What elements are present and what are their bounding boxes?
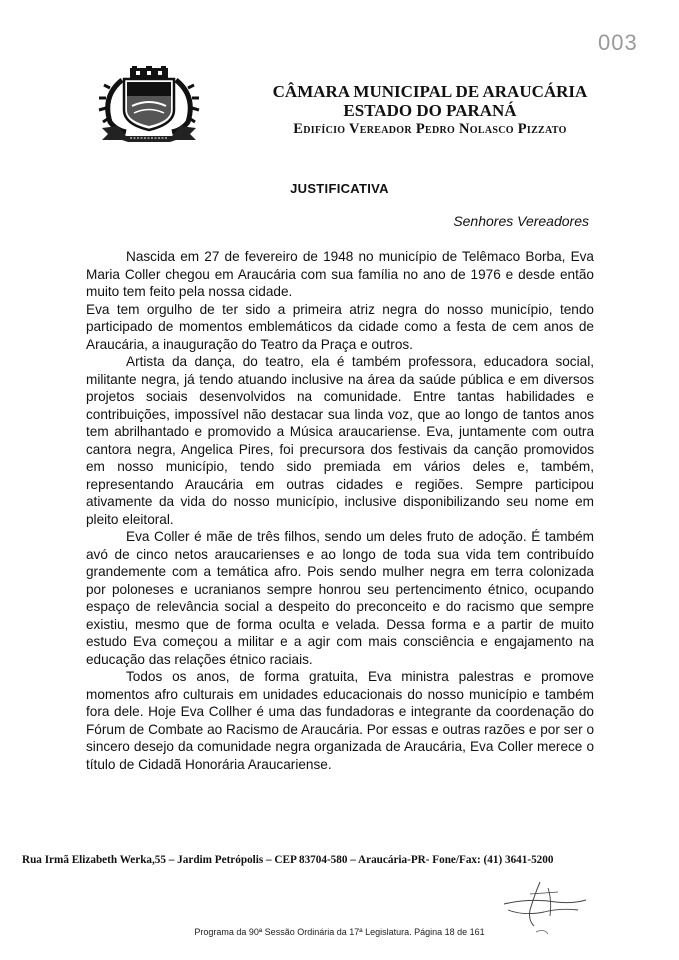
paragraph-1: Nascida em 27 de fevereiro de 1948 no município de Telêmaco Borba, Eva Maria Coller chegou em Araucária com sua família no ano de 1976 e desde então muito tem feito pela nossa cidade.	[86, 249, 594, 299]
header-chamber-name: CÂMARA MUNICIPAL DE ARAUCÁRIA	[272, 82, 588, 101]
paragraph-5: Todos os anos, de forma gratuita, Eva ministra palestras e promove momentos afro culturais em unidades educacionais do nosso município e também fora dele. Hoje Eva Collher é uma das fundadoras e integrante da coordenação do Fórum de Combate ao Racismo de Araucária. Por essas e outras razões e por ser o sincero desejo da comunidade negra organizada de Araucária, Eva Coller merece o título de Cidadã Honorária Araucariense.	[86, 669, 594, 772]
footer-session-note: Programa da 90ª Sessão Ordinária da 17ª Legislatura. Página 18 de 161	[194, 927, 485, 937]
header-building-name: Edifício Vereador Pedro Nolasco Pizzato	[293, 121, 567, 137]
paragraph-4: Eva Coller é mãe de três filhos, sendo um deles fruto de adoção. É também avó de cinco netos araucarienses e ao longo de toda sua vida tem contribuído grandemente com a temática afro. Pois sendo mulher negra em terra colonizada por poloneses e ucranianos sempre honrou seu pertencimento étnico, ocupando espaço de relevância social a despeito do preconceito e do racismo que sempre existiu, mesmo que de forma oculta e velada. Dessa forma e a partir de muito estudo Eva começou a militar e a agir com mais consciência e engajamento na educação das relações étnico raciais.	[86, 529, 594, 667]
institution-header	[250, 82, 610, 138]
salutation: Senhores Vereadores	[453, 213, 589, 229]
document-title: JUSTIFICATIVA	[290, 181, 389, 196]
page-stamp-number: 003	[598, 30, 638, 55]
municipal-coat-of-arms-icon	[96, 66, 202, 142]
footer-address: Rua Irmã Elizabeth Werka,55 – Jardim Petrópolis – CEP 83704-580 – Araucária-PR- Fone/Fax: (41) 3641-5200	[22, 854, 554, 866]
header-state-name: ESTADO DO PARANÁ	[343, 101, 517, 120]
justification-body	[86, 248, 594, 773]
paragraph-3: Artista da dança, do teatro, ela é também professora, educadora social, militante negra, já tendo atuando inclusive na área da saúde pública e em diversos projetos sociais desenvolvidos na comunidade. Entre tantas habilidades e contribuições, impossível não destacar sua linda voz, que ao longo de tantos anos tem abrilhantado e promovido a Música araucariense. Eva, juntamente com outra cantora negra, Angelica Pires, foi precursora dos festivais da canção promovidos em nosso município, tendo sido premiada em vários deles e, também, representando Araucária em outras cidades e regiões. Sempre participou ativamente da vida do nosso município, inclusive disponibilizando seu nome em pleito eleitoral.	[86, 354, 594, 527]
paragraph-2: Eva tem orgulho de ter sido a primeira atriz negra do nosso município, tendo participado de momentos emblemáticos da cidade como a festa de cem anos de Araucária, a inauguração do Teatro da Praça e outros.	[86, 301, 594, 352]
